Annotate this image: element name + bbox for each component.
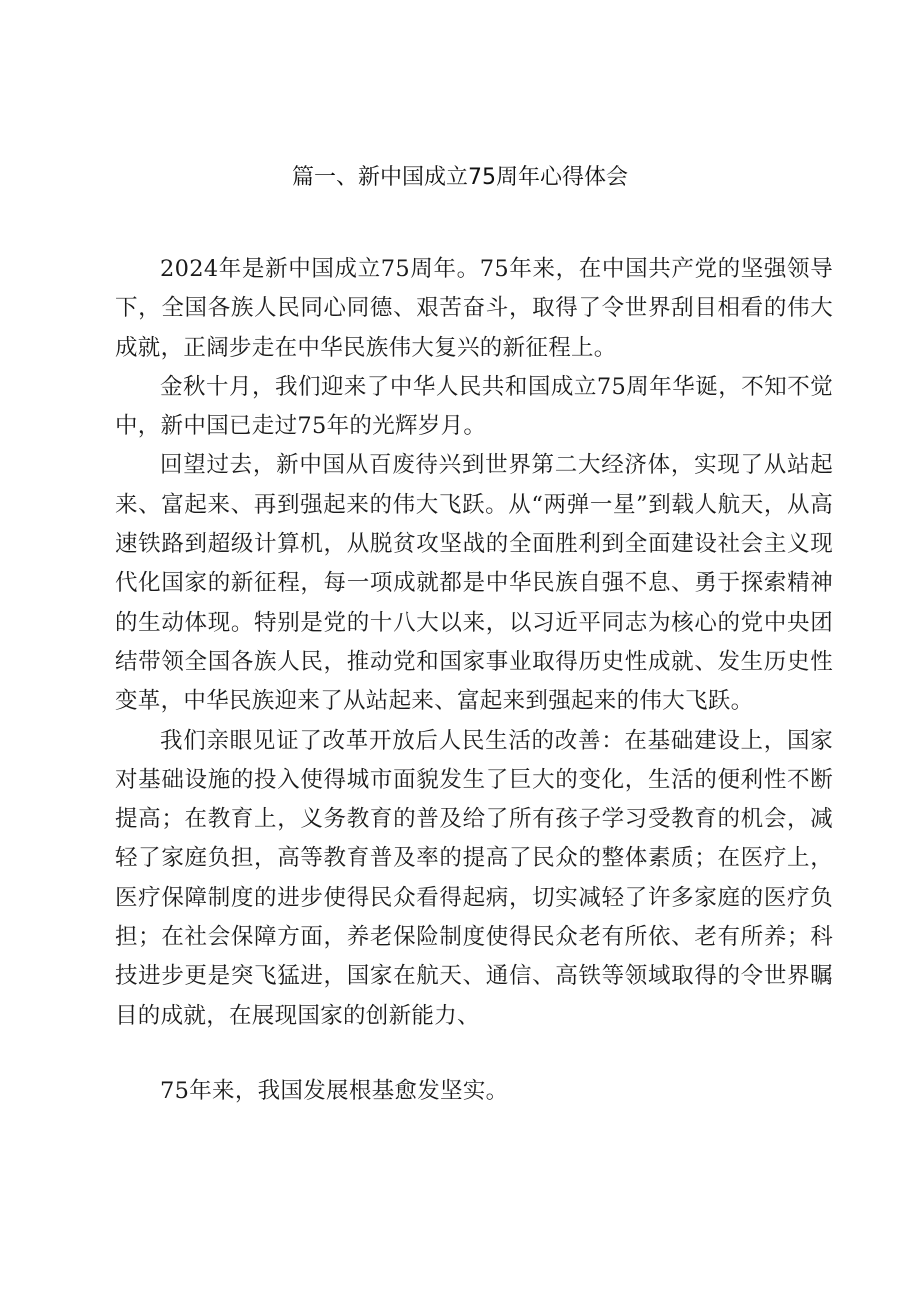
paragraph-3: 回望过去，新中国从百废待兴到世界第二大经济体，实现了从站起来、富起来、再到强起来的伟大飞跃。从“两弹一星”到载人航天，从高速铁路到超级计算机，从脱贫攻坚战的全面胜利到全面建设社会主义现代化国家的新征程，每一项成就都是中华民族自强不息、勇于探索精神的生动体现。特别是党的十八大以来，以习近平同志为核心的党中央团结带领全国各族人民，推动党和国家事业取得历史性成就、发生历史性变革，中华民族迎来了从站起来、富起来到强起来的伟大飞跃。 [115,452,833,715]
paragraph-4: 我们亲眼见证了改革开放后人民生活的改善：在基础建设上，国家对基础设施的投入使得城市面貌发生了巨大的变化，生活的便利性不断提高；在教育上，义务教育的普及给了所有孩子学习受教育的机会，减轻了家庭负担，高等教育普及率的提高了民众的整体素质；在医疗上，医疗保障制度的进步使得民众看得起病，切实减轻了许多家庭的医疗负担；在社会保障方面，养老保险制度使得民众老有所依、老有所养；科技进步更是突飞猛进，国家在航天、通信、高铁等领域取得的令世界瞩目的成就，在展现国家的创新能力、 [115,727,833,1029]
document-body [115,250,833,1111]
paragraph-5: 75年来，我国发展根基愈发坚实。 [160,1077,509,1104]
document-title: 篇一、新中国成立75周年心得体会 [292,165,628,190]
paragraph-2: 金秋十月，我们迎来了中华人民共和国成立75周年华诞，不知不觉中，新中国已走过75年的光辉岁月。 [115,373,833,440]
paragraph-1: 2024年是新中国成立75周年。75年来，在中国共产党的坚强领导下，全国各族人民同心同德、艰苦奋斗，取得了令世界刮目相看的伟大成就，正阔步走在中华民族伟大复兴的新征程上。 [115,256,833,361]
